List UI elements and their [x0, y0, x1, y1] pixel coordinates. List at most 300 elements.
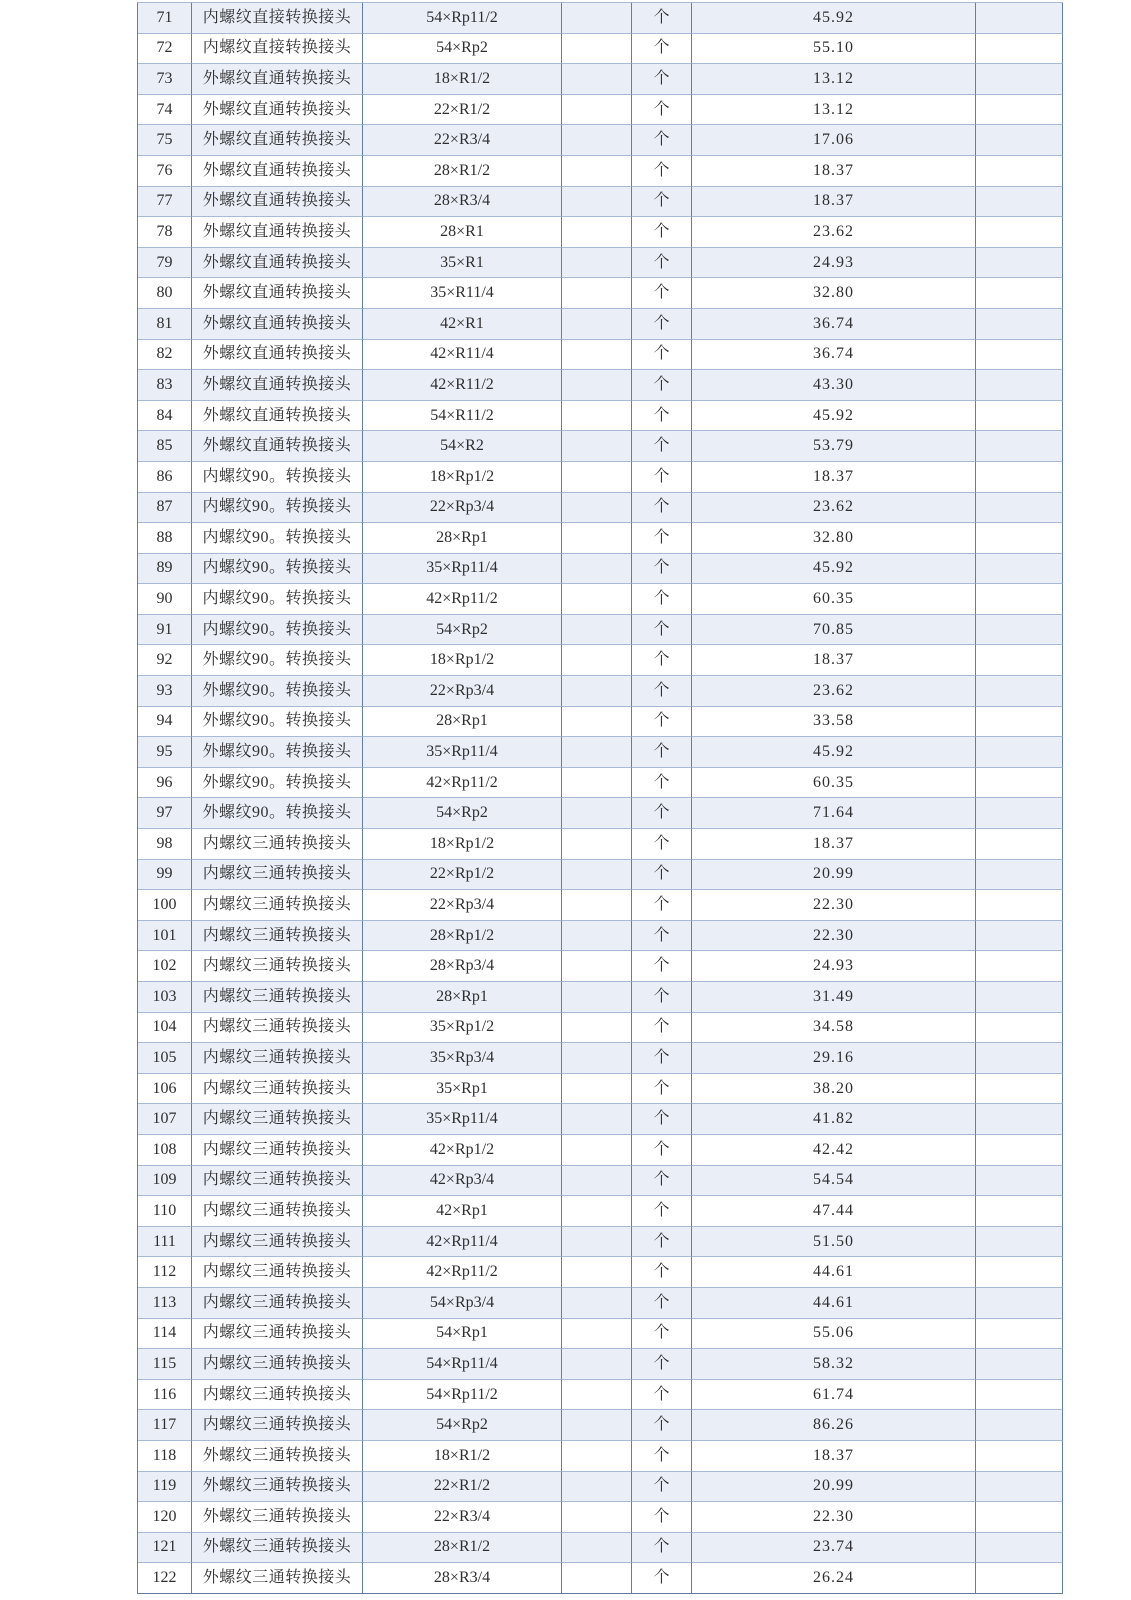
- cell-product-name: 外螺纹直通转换接头: [192, 340, 363, 371]
- cell-product-name: 外螺纹90。转换接头: [192, 676, 363, 707]
- cell-specification: 35×Rp11/4: [363, 737, 562, 768]
- cell-row-number: 92: [138, 645, 192, 676]
- cell-product-name: 内螺纹90。转换接头: [192, 554, 363, 585]
- cell-row-number: 116: [138, 1380, 192, 1411]
- cell-price: 45.92: [692, 401, 976, 432]
- cell-price: 70.85: [692, 615, 976, 646]
- cell-price: 18.37: [692, 462, 976, 493]
- cell-specification: 42×R11/4: [363, 340, 562, 371]
- table-row: [138, 431, 1063, 462]
- cell-specification: 28×R1/2: [363, 1533, 562, 1564]
- cell-product-name: 内螺纹三通转换接头: [192, 1257, 363, 1288]
- cell-blank: [976, 1074, 1063, 1105]
- cell-blank: [976, 676, 1063, 707]
- cell-blank: [562, 1380, 632, 1411]
- cell-product-name: 外螺纹90。转换接头: [192, 645, 363, 676]
- cell-row-number: 87: [138, 493, 192, 524]
- price-list-page: [137, 2, 1063, 1594]
- cell-row-number: 122: [138, 1563, 192, 1594]
- cell-unit: 个: [632, 340, 692, 371]
- table-row: [138, 1043, 1063, 1074]
- cell-blank: [562, 1502, 632, 1533]
- cell-blank: [562, 1410, 632, 1441]
- cell-row-number: 71: [138, 3, 192, 34]
- cell-blank: [562, 768, 632, 799]
- cell-price: 32.80: [692, 523, 976, 554]
- cell-product-name: 内螺纹三通转换接头: [192, 890, 363, 921]
- cell-specification: 35×Rp1: [363, 1074, 562, 1105]
- cell-unit: 个: [632, 1104, 692, 1135]
- table-row: [138, 156, 1063, 187]
- cell-unit: 个: [632, 798, 692, 829]
- cell-price: 53.79: [692, 431, 976, 462]
- cell-blank: [562, 554, 632, 585]
- cell-blank: [562, 1227, 632, 1258]
- cell-blank: [562, 1196, 632, 1227]
- cell-unit: 个: [632, 1288, 692, 1319]
- cell-specification: 42×Rp3/4: [363, 1166, 562, 1197]
- cell-blank: [976, 921, 1063, 952]
- cell-unit: 个: [632, 1410, 692, 1441]
- price-table-body: [138, 3, 1063, 1594]
- cell-price: 45.92: [692, 3, 976, 34]
- cell-price: 18.37: [692, 1441, 976, 1472]
- cell-price: 13.12: [692, 95, 976, 126]
- table-row: [138, 1288, 1063, 1319]
- cell-row-number: 95: [138, 737, 192, 768]
- cell-specification: 54×Rp1: [363, 1319, 562, 1350]
- cell-row-number: 99: [138, 860, 192, 891]
- table-row: [138, 217, 1063, 248]
- cell-unit: 个: [632, 278, 692, 309]
- cell-product-name: 外螺纹直通转换接头: [192, 278, 363, 309]
- cell-blank: [976, 1043, 1063, 1074]
- cell-product-name: 内螺纹90。转换接头: [192, 462, 363, 493]
- cell-unit: 个: [632, 1563, 692, 1594]
- table-row: [138, 1257, 1063, 1288]
- cell-unit: 个: [632, 370, 692, 401]
- cell-specification: 54×Rp2: [363, 615, 562, 646]
- cell-specification: 22×Rp3/4: [363, 890, 562, 921]
- cell-blank: [562, 982, 632, 1013]
- cell-price: 13.12: [692, 64, 976, 95]
- cell-blank: [562, 1043, 632, 1074]
- cell-specification: 42×Rp11/2: [363, 584, 562, 615]
- cell-price: 44.61: [692, 1257, 976, 1288]
- cell-price: 60.35: [692, 584, 976, 615]
- cell-blank: [976, 890, 1063, 921]
- cell-specification: 28×Rp1: [363, 523, 562, 554]
- table-row: [138, 248, 1063, 279]
- cell-blank: [976, 1563, 1063, 1594]
- table-row: [138, 309, 1063, 340]
- cell-blank: [976, 156, 1063, 187]
- cell-blank: [562, 1257, 632, 1288]
- cell-blank: [562, 645, 632, 676]
- cell-unit: 个: [632, 523, 692, 554]
- cell-price: 17.06: [692, 125, 976, 156]
- cell-price: 18.37: [692, 187, 976, 218]
- cell-row-number: 74: [138, 95, 192, 126]
- cell-specification: 54×Rp11/2: [363, 3, 562, 34]
- table-row: [138, 1533, 1063, 1564]
- cell-blank: [562, 676, 632, 707]
- cell-row-number: 78: [138, 217, 192, 248]
- cell-product-name: 内螺纹三通转换接头: [192, 1319, 363, 1350]
- cell-specification: 22×R1/2: [363, 1472, 562, 1503]
- cell-row-number: 101: [138, 921, 192, 952]
- cell-product-name: 外螺纹直通转换接头: [192, 431, 363, 462]
- cell-blank: [562, 370, 632, 401]
- cell-unit: 个: [632, 737, 692, 768]
- cell-blank: [976, 187, 1063, 218]
- cell-row-number: 97: [138, 798, 192, 829]
- cell-product-name: 内螺纹三通转换接头: [192, 1380, 363, 1411]
- cell-specification: 28×Rp1: [363, 707, 562, 738]
- cell-row-number: 84: [138, 401, 192, 432]
- cell-blank: [562, 278, 632, 309]
- cell-blank: [562, 34, 632, 65]
- table-row: [138, 278, 1063, 309]
- cell-product-name: 外螺纹直通转换接头: [192, 156, 363, 187]
- cell-product-name: 外螺纹三通转换接头: [192, 1533, 363, 1564]
- cell-specification: 54×Rp11/4: [363, 1349, 562, 1380]
- cell-specification: 28×R3/4: [363, 187, 562, 218]
- cell-unit: 个: [632, 493, 692, 524]
- cell-row-number: 103: [138, 982, 192, 1013]
- cell-price: 23.62: [692, 676, 976, 707]
- cell-product-name: 内螺纹三通转换接头: [192, 982, 363, 1013]
- cell-product-name: 外螺纹90。转换接头: [192, 737, 363, 768]
- cell-blank: [976, 1502, 1063, 1533]
- cell-specification: 54×R11/2: [363, 401, 562, 432]
- cell-unit: 个: [632, 217, 692, 248]
- cell-price: 47.44: [692, 1196, 976, 1227]
- cell-row-number: 76: [138, 156, 192, 187]
- table-row: [138, 737, 1063, 768]
- cell-specification: 42×R11/2: [363, 370, 562, 401]
- table-row: [138, 1441, 1063, 1472]
- cell-unit: 个: [632, 64, 692, 95]
- cell-blank: [976, 217, 1063, 248]
- cell-specification: 54×Rp2: [363, 798, 562, 829]
- cell-row-number: 82: [138, 340, 192, 371]
- table-row: [138, 951, 1063, 982]
- cell-unit: 个: [632, 1257, 692, 1288]
- cell-blank: [976, 798, 1063, 829]
- cell-blank: [976, 1166, 1063, 1197]
- cell-product-name: 外螺纹直通转换接头: [192, 248, 363, 279]
- table-row: [138, 493, 1063, 524]
- cell-unit: 个: [632, 431, 692, 462]
- cell-price: 23.74: [692, 1533, 976, 1564]
- cell-unit: 个: [632, 1349, 692, 1380]
- cell-unit: 个: [632, 645, 692, 676]
- cell-row-number: 115: [138, 1349, 192, 1380]
- table-row: [138, 1227, 1063, 1258]
- cell-row-number: 108: [138, 1135, 192, 1166]
- cell-price: 43.30: [692, 370, 976, 401]
- cell-blank: [976, 462, 1063, 493]
- cell-unit: 个: [632, 125, 692, 156]
- cell-specification: 28×R3/4: [363, 1563, 562, 1594]
- cell-specification: 42×Rp11/4: [363, 1227, 562, 1258]
- cell-price: 71.64: [692, 798, 976, 829]
- cell-unit: 个: [632, 1380, 692, 1411]
- cell-product-name: 外螺纹三通转换接头: [192, 1502, 363, 1533]
- table-row: [138, 615, 1063, 646]
- cell-product-name: 内螺纹三通转换接头: [192, 1410, 363, 1441]
- table-row: [138, 1104, 1063, 1135]
- cell-blank: [976, 1319, 1063, 1350]
- cell-row-number: 89: [138, 554, 192, 585]
- table-row: [138, 1013, 1063, 1044]
- cell-blank: [976, 64, 1063, 95]
- cell-row-number: 107: [138, 1104, 192, 1135]
- cell-product-name: 外螺纹90。转换接头: [192, 768, 363, 799]
- cell-blank: [976, 554, 1063, 585]
- cell-price: 45.92: [692, 737, 976, 768]
- cell-row-number: 113: [138, 1288, 192, 1319]
- cell-row-number: 96: [138, 768, 192, 799]
- cell-product-name: 内螺纹90。转换接头: [192, 615, 363, 646]
- cell-product-name: 外螺纹直通转换接头: [192, 401, 363, 432]
- cell-price: 51.50: [692, 1227, 976, 1258]
- cell-row-number: 104: [138, 1013, 192, 1044]
- cell-product-name: 内螺纹三通转换接头: [192, 860, 363, 891]
- cell-product-name: 内螺纹三通转换接头: [192, 1227, 363, 1258]
- cell-unit: 个: [632, 1013, 692, 1044]
- cell-row-number: 73: [138, 64, 192, 95]
- cell-blank: [976, 95, 1063, 126]
- table-row: [138, 125, 1063, 156]
- cell-blank: [562, 1441, 632, 1472]
- table-row: [138, 1410, 1063, 1441]
- cell-blank: [562, 860, 632, 891]
- cell-specification: 35×R1: [363, 248, 562, 279]
- cell-blank: [976, 707, 1063, 738]
- cell-blank: [562, 156, 632, 187]
- cell-row-number: 90: [138, 584, 192, 615]
- cell-blank: [562, 462, 632, 493]
- cell-price: 22.30: [692, 1502, 976, 1533]
- table-row: [138, 554, 1063, 585]
- cell-product-name: 外螺纹三通转换接头: [192, 1563, 363, 1594]
- cell-row-number: 79: [138, 248, 192, 279]
- cell-blank: [976, 34, 1063, 65]
- cell-blank: [562, 1104, 632, 1135]
- cell-specification: 28×R1: [363, 217, 562, 248]
- cell-blank: [976, 248, 1063, 279]
- cell-price: 38.20: [692, 1074, 976, 1105]
- cell-row-number: 88: [138, 523, 192, 554]
- cell-blank: [976, 1013, 1063, 1044]
- cell-specification: 18×R1/2: [363, 64, 562, 95]
- cell-product-name: 内螺纹三通转换接头: [192, 1013, 363, 1044]
- cell-specification: 22×R3/4: [363, 1502, 562, 1533]
- cell-price: 26.24: [692, 1563, 976, 1594]
- table-row: [138, 1074, 1063, 1105]
- cell-price: 42.42: [692, 1135, 976, 1166]
- cell-blank: [562, 523, 632, 554]
- cell-price: 86.26: [692, 1410, 976, 1441]
- cell-blank: [976, 1472, 1063, 1503]
- cell-blank: [562, 921, 632, 952]
- cell-price: 22.30: [692, 890, 976, 921]
- cell-blank: [976, 737, 1063, 768]
- cell-price: 45.92: [692, 554, 976, 585]
- cell-price: 18.37: [692, 156, 976, 187]
- cell-blank: [976, 3, 1063, 34]
- cell-price: 54.54: [692, 1166, 976, 1197]
- cell-price: 29.16: [692, 1043, 976, 1074]
- cell-blank: [562, 1074, 632, 1105]
- cell-row-number: 98: [138, 829, 192, 860]
- cell-row-number: 77: [138, 187, 192, 218]
- cell-unit: 个: [632, 1196, 692, 1227]
- cell-row-number: 72: [138, 34, 192, 65]
- table-row: [138, 676, 1063, 707]
- cell-unit: 个: [632, 401, 692, 432]
- cell-unit: 个: [632, 462, 692, 493]
- cell-blank: [976, 309, 1063, 340]
- table-row: [138, 982, 1063, 1013]
- table-row: [138, 340, 1063, 371]
- cell-specification: 42×Rp1: [363, 1196, 562, 1227]
- table-row: [138, 798, 1063, 829]
- table-row: [138, 401, 1063, 432]
- cell-blank: [976, 645, 1063, 676]
- cell-price: 18.37: [692, 829, 976, 860]
- cell-unit: 个: [632, 1472, 692, 1503]
- cell-specification: 54×Rp3/4: [363, 1288, 562, 1319]
- cell-blank: [562, 1563, 632, 1594]
- cell-blank: [562, 1013, 632, 1044]
- table-row: [138, 523, 1063, 554]
- cell-blank: [562, 707, 632, 738]
- cell-price: 20.99: [692, 1472, 976, 1503]
- cell-blank: [976, 829, 1063, 860]
- cell-unit: 个: [632, 1227, 692, 1258]
- cell-product-name: 外螺纹直通转换接头: [192, 187, 363, 218]
- cell-product-name: 内螺纹三通转换接头: [192, 829, 363, 860]
- cell-blank: [562, 3, 632, 34]
- cell-specification: 42×R1: [363, 309, 562, 340]
- cell-product-name: 内螺纹90。转换接头: [192, 493, 363, 524]
- cell-product-name: 外螺纹90。转换接头: [192, 798, 363, 829]
- cell-unit: 个: [632, 156, 692, 187]
- cell-specification: 28×Rp3/4: [363, 951, 562, 982]
- cell-blank: [562, 309, 632, 340]
- cell-blank: [976, 615, 1063, 646]
- cell-specification: 18×R1/2: [363, 1441, 562, 1472]
- cell-blank: [976, 401, 1063, 432]
- cell-row-number: 118: [138, 1441, 192, 1472]
- cell-price: 41.82: [692, 1104, 976, 1135]
- cell-blank: [976, 1533, 1063, 1564]
- cell-row-number: 120: [138, 1502, 192, 1533]
- cell-price: 24.93: [692, 248, 976, 279]
- cell-blank: [562, 187, 632, 218]
- table-row: [138, 1349, 1063, 1380]
- cell-specification: 22×Rp3/4: [363, 493, 562, 524]
- cell-price: 33.58: [692, 707, 976, 738]
- cell-blank: [562, 1166, 632, 1197]
- cell-row-number: 86: [138, 462, 192, 493]
- cell-product-name: 内螺纹直接转换接头: [192, 3, 363, 34]
- cell-product-name: 内螺纹三通转换接头: [192, 1104, 363, 1135]
- cell-blank: [562, 1319, 632, 1350]
- cell-blank: [976, 1257, 1063, 1288]
- cell-row-number: 106: [138, 1074, 192, 1105]
- table-row: [138, 1380, 1063, 1411]
- cell-unit: 个: [632, 554, 692, 585]
- cell-unit: 个: [632, 951, 692, 982]
- table-row: [138, 370, 1063, 401]
- cell-blank: [976, 1380, 1063, 1411]
- cell-blank: [976, 1410, 1063, 1441]
- cell-row-number: 91: [138, 615, 192, 646]
- cell-row-number: 94: [138, 707, 192, 738]
- cell-product-name: 外螺纹直通转换接头: [192, 309, 363, 340]
- cell-unit: 个: [632, 309, 692, 340]
- cell-row-number: 81: [138, 309, 192, 340]
- cell-specification: 42×Rp11/2: [363, 1257, 562, 1288]
- cell-product-name: 内螺纹三通转换接头: [192, 1043, 363, 1074]
- cell-blank: [562, 64, 632, 95]
- cell-specification: 35×Rp11/4: [363, 1104, 562, 1135]
- cell-unit: 个: [632, 1135, 692, 1166]
- cell-blank: [976, 1135, 1063, 1166]
- cell-blank: [976, 1441, 1063, 1472]
- cell-unit: 个: [632, 1502, 692, 1533]
- cell-blank: [562, 829, 632, 860]
- cell-row-number: 105: [138, 1043, 192, 1074]
- cell-blank: [562, 1135, 632, 1166]
- cell-specification: 54×Rp2: [363, 34, 562, 65]
- cell-unit: 个: [632, 1074, 692, 1105]
- cell-product-name: 内螺纹三通转换接头: [192, 1288, 363, 1319]
- cell-unit: 个: [632, 921, 692, 952]
- cell-unit: 个: [632, 768, 692, 799]
- cell-unit: 个: [632, 676, 692, 707]
- table-row: [138, 768, 1063, 799]
- cell-row-number: 83: [138, 370, 192, 401]
- table-row: [138, 584, 1063, 615]
- cell-price: 36.74: [692, 309, 976, 340]
- cell-unit: 个: [632, 584, 692, 615]
- cell-price: 60.35: [692, 768, 976, 799]
- cell-price: 22.30: [692, 921, 976, 952]
- cell-product-name: 外螺纹直通转换接头: [192, 64, 363, 95]
- table-row: [138, 34, 1063, 65]
- cell-product-name: 内螺纹三通转换接头: [192, 1166, 363, 1197]
- cell-specification: 35×Rp11/4: [363, 554, 562, 585]
- table-row: [138, 1135, 1063, 1166]
- cell-blank: [562, 431, 632, 462]
- table-row: [138, 187, 1063, 218]
- table-row: [138, 890, 1063, 921]
- table-row: [138, 707, 1063, 738]
- cell-product-name: 内螺纹90。转换接头: [192, 523, 363, 554]
- cell-blank: [562, 584, 632, 615]
- cell-price: 31.49: [692, 982, 976, 1013]
- cell-product-name: 外螺纹三通转换接头: [192, 1441, 363, 1472]
- table-row: [138, 64, 1063, 95]
- table-row: [138, 1472, 1063, 1503]
- cell-specification: 18×Rp1/2: [363, 829, 562, 860]
- cell-specification: 42×Rp11/2: [363, 768, 562, 799]
